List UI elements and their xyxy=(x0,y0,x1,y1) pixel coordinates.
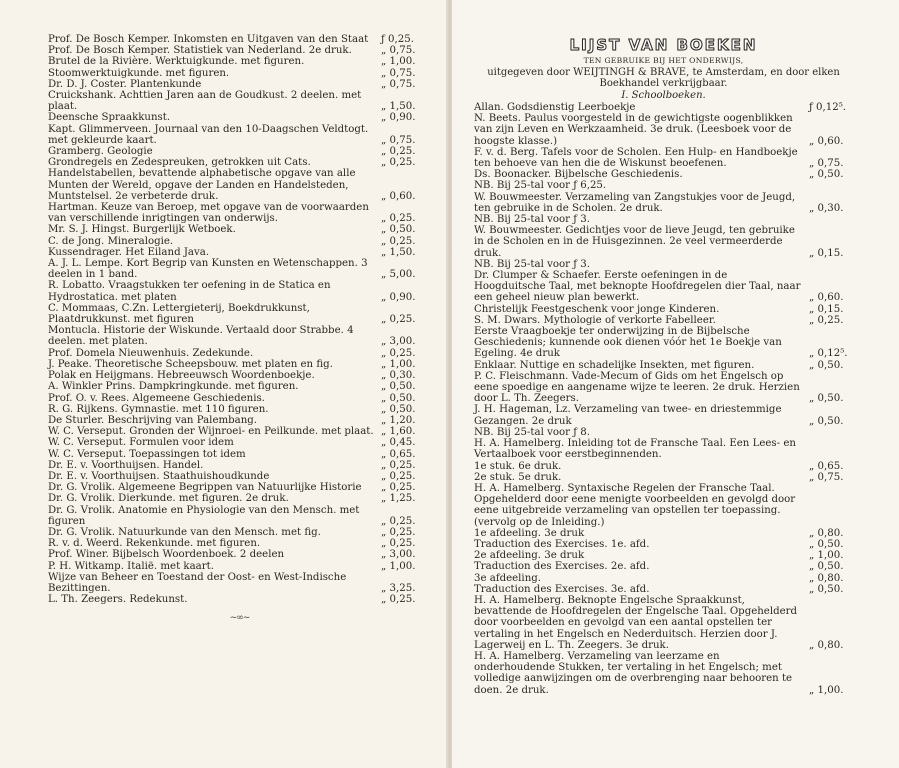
book-entry-text: Dr. E. v. Voorthuijsen. Staathuishoudkunde xyxy=(48,470,270,482)
book-entry-price: „ 0,25. xyxy=(381,470,416,482)
book-entry-text: Dr. D. J. Coster. Plantenkunde xyxy=(48,78,202,90)
book-entry-price: „ 1,20. xyxy=(381,414,416,426)
book-entry-price: ƒ 0,25. xyxy=(381,34,414,45)
book-entry-text: Dr. Clumper & Schaefer. Eerste oefeningen in de Hoogduitsche Taal, met beknopte Hoofdregelen dier Taal, naar een geheel nieuw plan bewerkt. xyxy=(474,270,801,304)
book-entry-text: Prof. O. v. Rees. Algemeene Geschiedenis. xyxy=(48,392,265,404)
book-entry-price: „ 1,00. xyxy=(381,56,416,68)
book-entry-text: Christelijk Feestgeschenk voor jonge Kinderen. xyxy=(474,303,720,315)
page-title: LIJST VAN BOEKEN xyxy=(569,36,758,54)
book-entry-text: Traduction des Exercises. 3e. afd. xyxy=(474,583,650,595)
book-entry xyxy=(48,449,431,460)
book-entry-text: H. A. Hamelberg. Syntaxische Regelen der Fransche Taal. Opgehelderd door eene menigte voorbeelden en gevolgd door eene uitgebreide verzameling van opstellen ter toepassing. (vervolg op de Inleiding.) xyxy=(474,482,796,528)
book-entry-price: „ 0,25. xyxy=(381,515,416,527)
book-entry-text: Traduction des Exercises. 1e. afd. xyxy=(474,538,650,550)
book-entry xyxy=(48,325,431,347)
book-entry xyxy=(474,550,853,561)
book-entry-text: Kapt. Glimmerveen. Journaal van den 10-Daagschen Veldtogt. met gekleurde kaart. xyxy=(48,123,369,146)
book-entry xyxy=(48,426,431,437)
book-entry xyxy=(48,482,431,493)
book-entry xyxy=(48,79,431,90)
book-entry-price: „ 0,75. xyxy=(381,67,416,79)
book-entry xyxy=(48,404,431,415)
book-entry xyxy=(48,247,431,258)
book-entry-price: „ 0,60. xyxy=(381,190,416,202)
book-entry-price: ƒ 0,12⁵. xyxy=(809,102,847,113)
book-entry-price: „ 0,65. xyxy=(381,448,416,460)
book-entry xyxy=(48,157,431,168)
book-entry xyxy=(474,438,853,460)
book-entry xyxy=(474,483,853,528)
book-entry-price: „ 0,50. xyxy=(809,561,844,573)
book-entry xyxy=(474,270,853,304)
book-entry-text: Enklaar. Nuttige en schadelijke Insekten, met figuren. xyxy=(474,359,755,371)
book-entry xyxy=(48,538,431,549)
book-entry-text: 1e afdeeling. 3e druk xyxy=(474,527,585,539)
book-entry-price: „ 1,00. xyxy=(381,560,416,572)
book-entry-price: „ 3,00. xyxy=(381,549,416,561)
book-entry xyxy=(48,572,431,594)
book-entry-price: „ 0,25. xyxy=(381,538,416,550)
book-entry-text: F. v. d. Berg. Tafels voor de Scholen. Een Hulp- en Handboekje ten behoeve van hen die de Wiskunst beoefenen. xyxy=(474,146,798,170)
book-entry-price: „ 0,25. xyxy=(381,157,416,169)
book-entry-text: A. J. L. Lempe. Kort Begrip van Kunsten en Wetenschappen. 3 deelen in 1 band. xyxy=(48,258,368,281)
book-entry xyxy=(48,415,431,426)
book-entry xyxy=(474,180,853,191)
ornament-divider: ~∞~ xyxy=(229,613,250,624)
book-entry-price: „ 0,25. xyxy=(381,482,416,494)
book-entry-text: Traduction des Exercises. 2e. afd. xyxy=(474,561,650,573)
book-entry xyxy=(474,461,853,472)
book-entry xyxy=(474,371,853,405)
book-entry-price: „ 0,75. xyxy=(381,45,416,57)
book-entry xyxy=(48,90,431,112)
book-entry-text: Ds. Boonacker. Bijbelsche Geschiedenis. xyxy=(474,169,683,181)
book-entry-price: „ 0,25. xyxy=(381,347,416,359)
book-entry xyxy=(48,34,431,45)
book-entry xyxy=(474,360,853,371)
book-entry-price: „ 1,00. xyxy=(381,358,416,370)
book-entry xyxy=(474,528,853,539)
book-entry xyxy=(48,381,431,392)
book-entry-price: „ 0,75. xyxy=(809,158,844,170)
page-subtitle: TEN GEBRUIKE BIJ HET ONDERWIJS, xyxy=(583,56,744,65)
book-entry-price: „ 0,30. xyxy=(381,370,416,382)
book-entry-price: „ 1,50. xyxy=(381,101,416,113)
book-entry-price: „ 0,25. xyxy=(381,146,416,158)
book-entry-text: Cruickshank. Achttien Jaren aan de Goudkust. 2 deelen. met plaat. xyxy=(48,90,362,113)
book-entry xyxy=(474,472,853,483)
book-entry-price: „ 0,50. xyxy=(809,415,844,427)
book-entry-price: „ 0,60. xyxy=(809,292,844,304)
book-entry xyxy=(48,168,431,202)
book-entry-text: Prof. De Bosch Kemper. Inkomsten en Uitgaven van den Staat xyxy=(48,34,369,45)
book-entry-price: „ 1,00. xyxy=(809,684,844,696)
book-entry-text: Dr. E. v. Voorthuijsen. Handel. xyxy=(48,459,204,471)
book-entry xyxy=(474,304,853,315)
book-entry-text: Handelstabellen, bevattende alphabetische opgave van alle Munten der Wereld, opgave der Landen en Handelsteden, Muntstelsel. 2e verbeterde druk. xyxy=(48,168,356,202)
book-entry xyxy=(48,370,431,381)
book-entry-price: „ 1,60. xyxy=(381,426,416,438)
book-entry-text: H. A. Hamelberg. Inleiding tot de Fransche Taal. Een Lees- en Vertaalboek voor eerstbeginnenden. xyxy=(474,438,796,461)
book-entry-text: 2e stuk. 5e druk. xyxy=(474,471,562,483)
book-entry-text: NB. Bij 25-tal voor ƒ 6,25. xyxy=(474,180,607,192)
book-entry-price: „ 0,50. xyxy=(381,403,416,415)
book-entry xyxy=(474,573,853,584)
book-entry-price: „ 1,00. xyxy=(809,550,844,562)
book-entry xyxy=(48,258,431,280)
book-entry xyxy=(474,584,853,595)
book-entry-text: 3e afdeeling. xyxy=(474,572,542,584)
book-entry xyxy=(48,224,431,235)
book-entry-price: „ 1,50. xyxy=(381,246,416,258)
book-entry-text: Gramberg. Geologie xyxy=(48,146,153,158)
book-entry-text: 1e stuk. 6e druk. xyxy=(474,460,562,472)
book-entry-text: Hartman. Keuze van Beroep, met opgave van de voorwaarden van verschillende inrigtingen van onderwijs. xyxy=(48,202,369,225)
book-entry-price: „ 0,50. xyxy=(381,381,416,393)
book-entry-text: NB. Bij 25-tal voor ƒ 8. xyxy=(474,426,590,438)
book-entry xyxy=(48,45,431,56)
book-entry-price: „ 0,30. xyxy=(809,202,844,214)
book-entry-text: W. Bouwmeester. Verzameling van Zangstukjes voor de Jeugd, ten gebruike in de Scholen. 2e druk. xyxy=(474,191,796,214)
book-entry-text: A. Winkler Prins. Dampkringkunde. met figuren. xyxy=(48,381,299,393)
book-entry xyxy=(48,359,431,370)
book-entry-price: „ 5,00. xyxy=(381,269,416,281)
book-entry-text: NB. Bij 25-tal voor ƒ 3. xyxy=(474,214,590,226)
book-entry-price: „ 3,25. xyxy=(381,582,416,594)
book-entry-text: Polak en Heijgmans. Hebreeuwsch Woordenboekje. xyxy=(48,370,315,382)
book-entry-text: H. A. Hamelberg. Beknopte Engelsche Spraakkunst, bevattende de Hoofdregelen der Engelsche Taal. Opgehelderd door voorbeelden en gevolgd van een aantal opstellen ter vertaling in het Engelsch en Nederduitsch. Herzien door J. Lagerweij en L. Th. Zeegers. 3e druk. xyxy=(474,594,798,651)
book-entry-text: Prof. De Bosch Kemper. Statistiek van Nederland. 2e druk. xyxy=(48,45,352,57)
book-entry-text: W. C. Verseput. Formulen voor idem xyxy=(48,437,234,449)
book-entry xyxy=(474,561,853,572)
book-entry xyxy=(474,147,853,169)
book-entry-text: Eerste Vraagboekje ter onderwijzing in de Bijbelsche Geschiedenis; kunnende ook dienen vóór het 1e Boekje van Egeling. 4e druk xyxy=(474,326,782,360)
book-entry-price: „ 0,12⁵. xyxy=(809,348,848,360)
book-entry-price: „ 0,90. xyxy=(381,291,416,303)
book-entry-price: „ 0,75. xyxy=(809,471,844,483)
book-entry-text: C. Mommaas, C.Zn. Lettergieterij, Boekdrukkunst, Plaatdrukkunst. met figuren xyxy=(48,302,310,326)
book-entry-text: W. Bouwmeester. Gedichtjes voor de lieve Jeugd, ten gebruike in de Scholen en in de Huisgezinnen. 2e veel vermeerderde druk. xyxy=(474,225,795,259)
book-entry-text: L. Th. Zeegers. Redekunst. xyxy=(48,594,188,606)
right-page xyxy=(452,0,899,768)
book-entry-price: „ 0,25. xyxy=(381,314,416,326)
book-entry-price: „ 0,25. xyxy=(381,213,416,225)
book-entry-text: Deensche Spraakkunst. xyxy=(48,112,171,124)
book-entry-price: „ 0,75. xyxy=(381,78,416,90)
book-entry xyxy=(48,505,431,527)
book-entry xyxy=(474,169,853,180)
book-entry xyxy=(474,326,853,360)
book-entry-text: C. de Jong. Mineralogie. xyxy=(48,235,174,247)
book-entry xyxy=(474,404,853,426)
publisher-line: uitgegeven door WEIJTINGH & BRAVE, te Amsterdam, en door elken Boekhandel verkrijgbaar. xyxy=(487,67,840,89)
book-entry-price: „ 1,25. xyxy=(381,493,416,505)
book-entry-text: Grondregels en Zedespreuken, getrokken uit Cats. xyxy=(48,157,311,169)
book-entry-price: „ 0,65. xyxy=(809,460,844,472)
book-entry-text: N. Beets. Paulus voorgesteld in de gewichtigste oogenblikken van zijn Leven en Werkzaamheid. 3e druk. (Leesboek voor de hoogste klasse.) xyxy=(474,113,793,147)
book-entry-price: „ 0,50. xyxy=(381,392,416,404)
book-entry xyxy=(474,315,853,326)
book-entry xyxy=(48,594,431,605)
book-entry xyxy=(48,202,431,224)
book-entry-text: J. Peake. Theoretische Scheepsbouw. met platen en fig. xyxy=(48,358,333,370)
book-entry xyxy=(48,303,431,325)
book-entry-price: „ 0,50. xyxy=(809,538,844,550)
book-entry xyxy=(48,348,431,359)
book-entry-price: „ 0,50. xyxy=(381,224,416,236)
book-entry-text: R. v. d. Weerd. Rekenkunde. met figuren. xyxy=(48,538,261,550)
section-heading xyxy=(474,90,853,102)
book-entry-price: „ 0,50. xyxy=(809,393,844,405)
book-entry-price: „ 0,80. xyxy=(809,527,844,539)
book-entry-price: „ 0,25. xyxy=(809,314,844,326)
book-entry-text: W. C. Verseput. Toepassingen tot idem xyxy=(48,448,246,460)
book-entry-text: NB. Bij 25-tal voor ƒ 3. xyxy=(474,258,590,270)
book-entry xyxy=(48,493,431,504)
book-entry-text: Dr. G. Vrolik. Dierkunde. met figuren. 2e druk. xyxy=(48,493,289,505)
right-entries xyxy=(474,102,853,696)
section-heading-text: I. Schoolboeken. xyxy=(621,90,706,101)
book-entry-price: „ 0,80. xyxy=(809,572,844,584)
book-entry-price: „ 0,25. xyxy=(381,526,416,538)
book-entry-text: Wijze van Beheer en Toestand der Oost- en West-Indische Bezittingen. xyxy=(48,571,347,594)
book-entry-price: „ 3,00. xyxy=(381,336,416,348)
book-entry-price: „ 0,50. xyxy=(809,359,844,371)
book-entry-price: „ 0,50. xyxy=(809,583,844,595)
book-entry-text: Allan. Godsdienstig Leerboekje xyxy=(474,102,636,113)
book-entry-price: „ 0,15. xyxy=(809,247,844,259)
book-entry-text: De Sturler. Beschrijving van Palembang. xyxy=(48,414,258,426)
book-entry-text: J. H. Hageman, Lz. Verzameling van twee- en driestemmige Gezangen. 2e druk xyxy=(474,404,782,427)
book-entry xyxy=(48,460,431,471)
book-entry xyxy=(48,280,431,302)
book-entry xyxy=(474,113,853,147)
book-entry-price: „ 0,75. xyxy=(381,134,416,146)
book-entry-text: P. C. Fleischmann. Vade-Mecum of Gids om het Engelsch op eene spoedige en aangename wijze te leeren. 2e druk. Herzien door L. Th. Zeegers. xyxy=(474,370,800,405)
book-entry xyxy=(474,102,853,113)
book-entry xyxy=(48,56,431,67)
book-entry-text: Brutel de la Rivière. Werktuigkunde. met figuren. xyxy=(48,56,305,68)
book-entry-text: R. G. Rijkens. Gymnastie. met 110 figuren. xyxy=(48,403,269,415)
book-entry-text: Stoomwerktuigkunde. met figuren. xyxy=(48,67,230,79)
book-entry xyxy=(474,214,853,225)
book-entry-text: Montucla. Historie der Wiskunde. Vertaald door Strabbe. 4 deelen. met platen. xyxy=(48,325,354,348)
book-entry xyxy=(48,112,431,123)
book-entry xyxy=(474,595,853,651)
book-entry xyxy=(474,225,853,259)
book-entry-text: R. Lobatto. Vraagstukken ter oefening in de Statica en Hydrostatica. met platen xyxy=(48,280,331,303)
book-entry xyxy=(474,259,853,270)
book-entry xyxy=(48,146,431,157)
book-entry xyxy=(48,68,431,79)
book-entry-text: Prof. Winer. Bijbelsch Woordenboek. 2 deelen xyxy=(48,549,285,561)
book-entry xyxy=(48,527,431,538)
book-entry xyxy=(48,124,431,146)
book-entry xyxy=(48,393,431,404)
book-entry xyxy=(48,437,431,448)
left-page xyxy=(0,0,449,768)
book-entry-text: Kussendrager. Het Eiland Java. xyxy=(48,246,210,258)
book-entry xyxy=(474,651,853,696)
book-entry xyxy=(48,549,431,560)
book-entry xyxy=(48,471,431,482)
book-entry-price: „ 0,50. xyxy=(809,169,844,181)
book-entry-text: W. C. Verseput. Gronden der Wijnroei- en Peilkunde. met plaat. xyxy=(48,426,374,438)
book-entry-text: S. M. Dwars. Mythologie of verkorte Fabelleer. xyxy=(474,314,716,326)
book-entry xyxy=(474,427,853,438)
book-entry-price: „ 0,60. xyxy=(809,135,844,147)
book-entry xyxy=(48,236,431,247)
book-entry-price: „ 0,25. xyxy=(381,235,416,247)
book-entry-text: P. H. Witkamp. Italië. met kaart. xyxy=(48,560,214,572)
book-entry xyxy=(48,561,431,572)
book-entry-text: Dr. G. Vrolik. Natuurkunde van den Mensch. met fig. xyxy=(48,526,321,538)
book-entry-price: „ 0,25. xyxy=(381,459,416,471)
book-entry-text: H. A. Hamelberg. Verzameling van leerzame en onderhoudende Stukken, ter vertaling in het Engelsch; met volledige aanwijzingen om de overbrenging naar behooren te doen. 2e druk. xyxy=(474,650,793,696)
book-entry-price: „ 0,15. xyxy=(809,303,844,315)
book-entry-price: „ 0,80. xyxy=(809,639,844,651)
book-entry-text: Mr. S. J. Hingst. Burgerlijk Wetboek. xyxy=(48,224,236,236)
book-entry-price: „ 0,25. xyxy=(381,594,416,606)
book-entry-text: Prof. Domela Nieuwenhuis. Zedekunde. xyxy=(48,347,254,359)
book-entry xyxy=(474,539,853,550)
book-entry-text: Dr. G. Vrolik. Anatomie en Physiologie van den Mensch. met figuren xyxy=(48,504,360,527)
book-entry-price: „ 0,45. xyxy=(381,437,416,449)
book-entry-text: 2e afdeeling. 3e druk xyxy=(474,550,585,562)
book-entry-price: „ 0,90. xyxy=(381,112,416,124)
book-entry xyxy=(474,192,853,214)
book-entry-text: Dr. G. Vrolik. Algemeene Begrippen van Natuurlijke Historie xyxy=(48,482,362,494)
